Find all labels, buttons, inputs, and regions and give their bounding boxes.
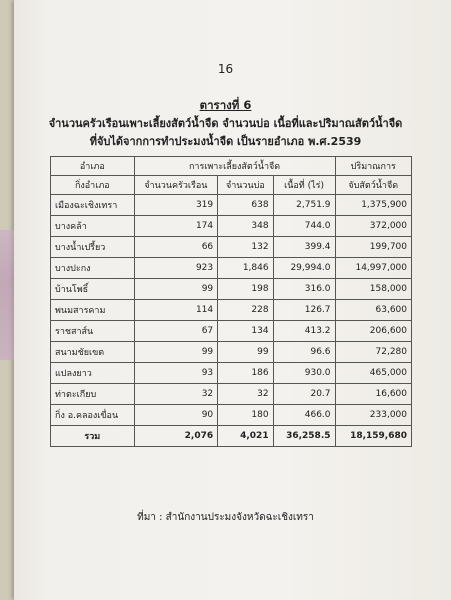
cell-ponds: 132: [218, 237, 273, 258]
cell-district: แปลงยาว: [51, 363, 135, 384]
table-row: [51, 384, 412, 405]
header-volume-1: ปริมาณการ: [335, 157, 411, 176]
cell-volume: 206,600: [335, 321, 411, 342]
cell-households: 32: [134, 384, 218, 405]
header-aquaculture-group: การเพาะเลี้ยงสัตว์น้ำจืด: [134, 157, 335, 176]
cell-district: พนมสารคาม: [51, 300, 135, 321]
cell-ponds: 99: [218, 342, 273, 363]
total-label: รวม: [51, 426, 135, 447]
cell-district: เมืองฉะเชิงเทรา: [51, 195, 135, 216]
total-ponds: 4,021: [218, 426, 273, 447]
cell-volume: 233,000: [335, 405, 411, 426]
cell-district: ท่าตะเกียบ: [51, 384, 135, 405]
cell-area: 413.2: [273, 321, 335, 342]
cell-volume: 158,000: [335, 279, 411, 300]
header-district-2: กิ่งอำเภอ: [51, 176, 135, 195]
cell-ponds: 186: [218, 363, 273, 384]
cell-volume: 372,000: [335, 216, 411, 237]
cell-households: 99: [134, 279, 218, 300]
table-row: [51, 258, 412, 279]
cell-volume: 1,375,900: [335, 195, 411, 216]
page-number: 16: [217, 62, 234, 76]
cell-ponds: 32: [218, 384, 273, 405]
cell-district: บางคล้า: [51, 216, 135, 237]
cell-volume: 72,280: [335, 342, 411, 363]
cell-area: 744.0: [273, 216, 335, 237]
header-area: เนื้อที่ (ไร่): [273, 176, 335, 195]
cell-ponds: 228: [218, 300, 273, 321]
cell-area: 399.4: [273, 237, 335, 258]
cell-area: 29,994.0: [273, 258, 335, 279]
cell-area: 2,751.9: [273, 195, 335, 216]
cell-ponds: 180: [218, 405, 273, 426]
cell-households: 93: [134, 363, 218, 384]
total-area: 36,258.5: [273, 426, 335, 447]
cell-households: 114: [134, 300, 218, 321]
cell-volume: 16,600: [335, 384, 411, 405]
cell-households: 67: [134, 321, 218, 342]
table-row: [51, 237, 412, 258]
table-title-line-2: ที่จับได้จากการทำประมงน้ำจืด เป็นรายอำเภอ พ.ศ.2539: [89, 135, 362, 148]
table-row: [51, 321, 412, 342]
table-title-line-1: จำนวนครัวเรือนเพาะเลี้ยงสัตว์น้ำจืด จำนวนบ่อ เนื้อที่และปริมาณสัตว์น้ำจืด: [48, 117, 403, 130]
total-households: 2,076: [134, 426, 218, 447]
table-row: [51, 363, 412, 384]
cell-area: 20.7: [273, 384, 335, 405]
cell-area: 316.0: [273, 279, 335, 300]
cell-ponds: 1,846: [218, 258, 273, 279]
cell-households: 923: [134, 258, 218, 279]
cell-district: กิ่ง อ.คลองเขื่อน: [51, 405, 135, 426]
data-table: [50, 156, 412, 447]
cell-ponds: 134: [218, 321, 273, 342]
header-district-1: อำเภอ: [51, 157, 135, 176]
header-volume-2: จับสัตว์น้ำจืด: [335, 176, 411, 195]
cell-households: 319: [134, 195, 218, 216]
cell-ponds: 198: [218, 279, 273, 300]
cell-volume: 14,997,000: [335, 258, 411, 279]
cell-district: บ้านโพธิ์: [51, 279, 135, 300]
total-row: [51, 426, 412, 447]
cell-volume: 199,700: [335, 237, 411, 258]
table-label: ตารางที่ 6: [199, 98, 252, 112]
cell-area: 126.7: [273, 300, 335, 321]
cell-households: 99: [134, 342, 218, 363]
cell-district: บางปะกง: [51, 258, 135, 279]
cell-district: บางน้ำเปรี้ยว: [51, 237, 135, 258]
cell-ponds: 348: [218, 216, 273, 237]
header-ponds: จำนวนบ่อ: [218, 176, 273, 195]
cell-ponds: 638: [218, 195, 273, 216]
header-households: จำนวนครัวเรือน: [134, 176, 218, 195]
table-row: [51, 342, 412, 363]
source-note: ที่มา : สำนักงานประมงจังหวัดฉะเชิงเทรา: [137, 512, 314, 523]
cell-volume: 63,600: [335, 300, 411, 321]
cell-district: ราชสาส์น: [51, 321, 135, 342]
cell-area: 96.6: [273, 342, 335, 363]
cell-households: 174: [134, 216, 218, 237]
cell-households: 90: [134, 405, 218, 426]
table-row: [51, 216, 412, 237]
total-volume: 18,159,680: [335, 426, 411, 447]
table-row: [51, 300, 412, 321]
cell-area: 930.0: [273, 363, 335, 384]
page-edge-stain: [0, 230, 14, 360]
table-row: [51, 279, 412, 300]
table-row: [51, 195, 412, 216]
cell-area: 466.0: [273, 405, 335, 426]
cell-district: สนามชัยเขต: [51, 342, 135, 363]
cell-households: 66: [134, 237, 218, 258]
table-row: [51, 405, 412, 426]
cell-volume: 465,000: [335, 363, 411, 384]
